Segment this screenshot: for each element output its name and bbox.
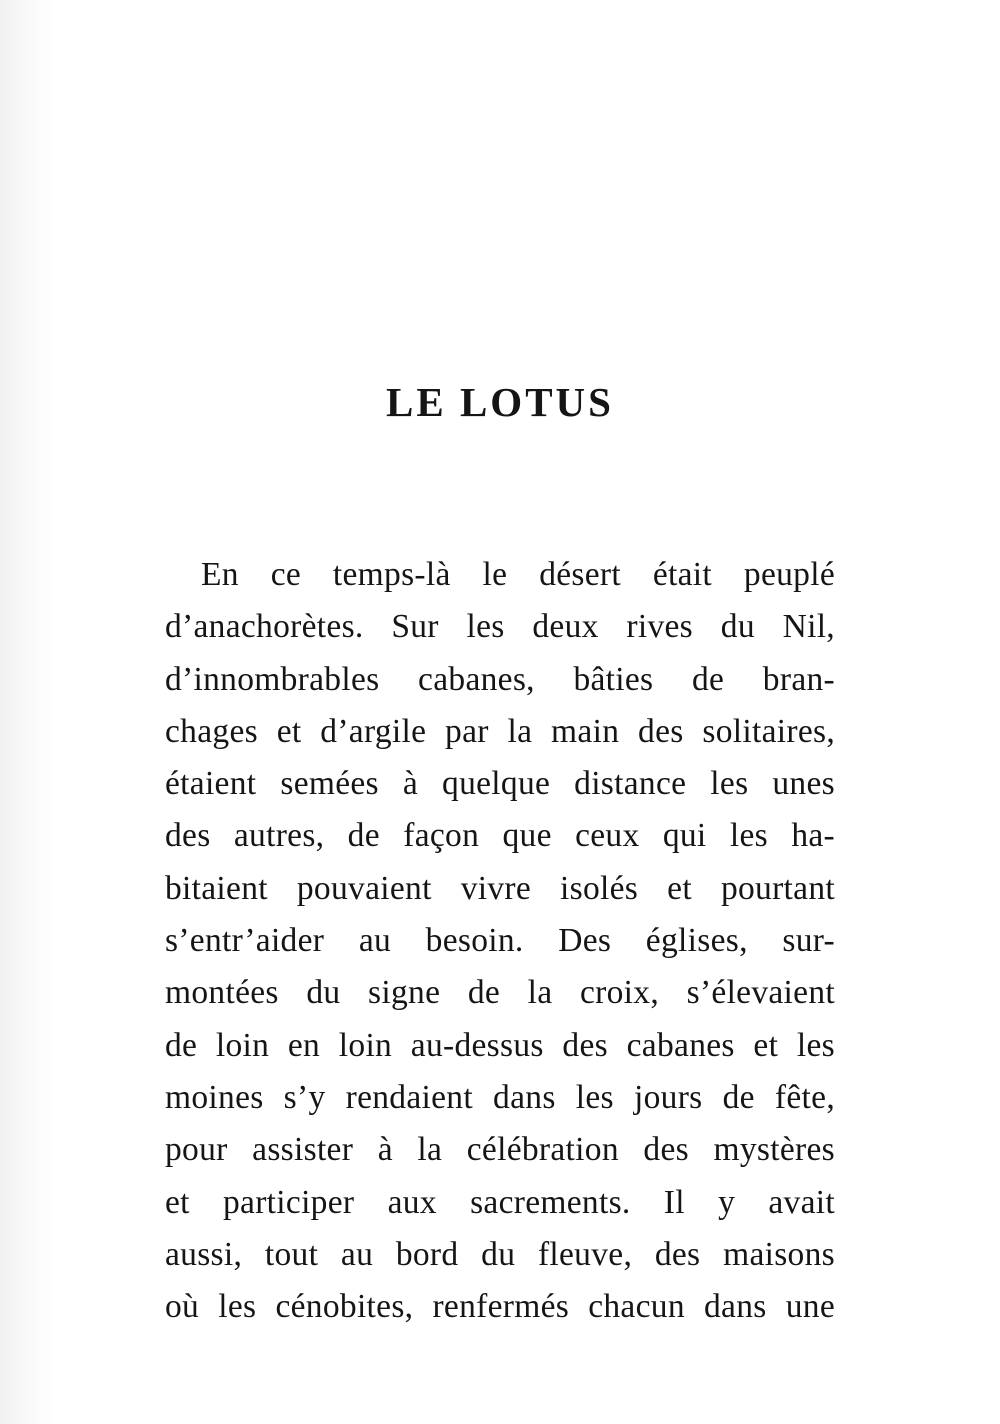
text-line: chages et d’argile par la main des solitaires, bbox=[165, 712, 835, 750]
text-line: s’entr’aider au besoin. Des églises, sur- bbox=[165, 922, 835, 960]
text-line: bitaient pouvaient vivre isolés et pourtant bbox=[165, 869, 835, 907]
page-gutter-shadow bbox=[0, 0, 55, 1424]
text-line: où les cénobites, renfermés chacun dans une bbox=[165, 1288, 835, 1326]
text-line: d’innombrables cabanes, bâties de bran- bbox=[165, 660, 835, 698]
text-line: moines s’y rendaient dans les jours de fête, bbox=[165, 1078, 835, 1116]
text-line: de loin en loin au-dessus des cabanes et les bbox=[165, 1026, 835, 1064]
text-line: d’anachorètes. Sur les deux rives du Nil, bbox=[165, 608, 835, 646]
text-line: des autres, de façon que ceux qui les ha- bbox=[165, 817, 835, 855]
text-line: étaient semées à quelque distance les unes bbox=[165, 765, 835, 803]
text-line: montées du signe de la croix, s’élevaient bbox=[165, 974, 835, 1012]
text-line: En ce temps-là le désert était peuplé bbox=[201, 556, 835, 593]
text-line: pour assister à la célébration des mystères bbox=[165, 1131, 835, 1169]
chapter-paragraph bbox=[165, 553, 835, 1337]
text-line: et participer aux sacrements. Il y avait bbox=[165, 1183, 835, 1221]
text-line: aussi, tout au bord du fleuve, des maisons bbox=[165, 1235, 835, 1273]
chapter-title: LE LOTUS bbox=[386, 379, 614, 425]
